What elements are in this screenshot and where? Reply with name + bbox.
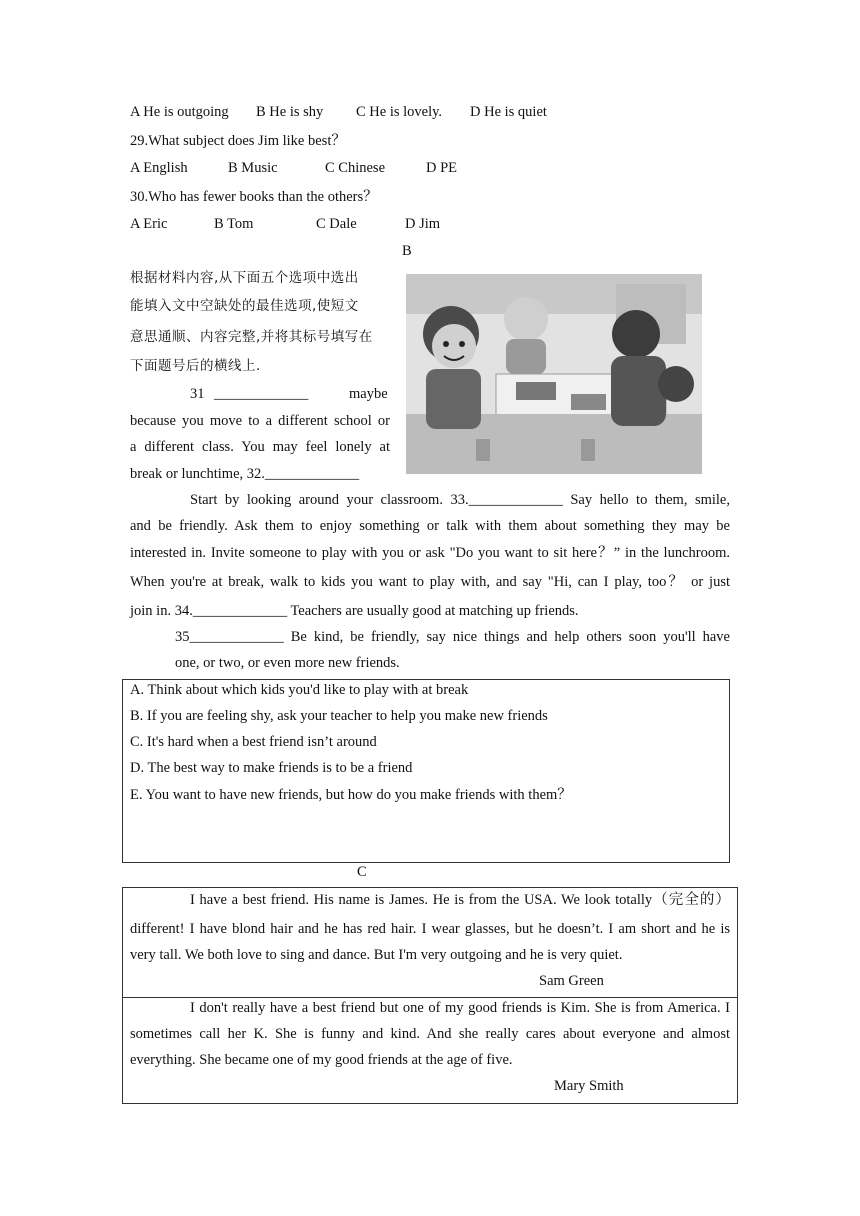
- blank-31-number: 31: [190, 386, 205, 402]
- instruction-line: 根据材料内容,从下面五个选项中选出: [130, 270, 359, 286]
- narrow-word: maybe: [349, 386, 388, 402]
- entry-line: I don't really have a best friend but one of my good friends is Kim. She is from America. I: [190, 1000, 730, 1016]
- q29-option-d: D PE: [426, 160, 458, 176]
- q29-option-b: B Music: [228, 160, 278, 176]
- blank-31: _____________: [214, 386, 309, 402]
- entry-line: everything. She became one of my good friends at the age of five.: [130, 1052, 513, 1068]
- narrow-line: because you move to a different school or: [130, 413, 390, 429]
- narrow-line: a different class. You may feel lonely at: [130, 439, 390, 455]
- q30-option-a: A Eric: [130, 216, 168, 232]
- paragraph-line: and be friendly. Ask them to enjoy something or talk with them about something they may be: [130, 518, 730, 534]
- option-d: D. The best way to make friends is to be a friend: [130, 760, 413, 776]
- section-c-heading: C: [357, 864, 367, 880]
- q28-option-c: C He is lovely.: [356, 104, 443, 120]
- paragraph-line: one, or two, or even more new friends.: [175, 655, 400, 671]
- q29-option-a: A English: [130, 160, 188, 176]
- entry-author: Sam Green: [539, 973, 604, 989]
- section-b-heading: B: [402, 243, 412, 259]
- q29-question: 29.What subject does Jim like best？: [130, 133, 346, 149]
- paragraph-line: When you're at break, walk to kids you want to play with, and say "Hi, can I play, too？ or just: [130, 574, 730, 590]
- paragraph-line: join in. 34._____________ Teachers are usually good at matching up friends.: [130, 603, 579, 619]
- q30-option-c: C Dale: [316, 216, 357, 232]
- entry-author: Mary Smith: [554, 1078, 624, 1094]
- instruction-line: 能填入文中空缺处的最佳选项,使短文: [130, 298, 359, 314]
- option-c: C. It's hard when a best friend isn’t around: [130, 734, 377, 750]
- entry-line: sometimes call her K. She is funny and kind. And she really cares about everyone and almost: [130, 1026, 730, 1042]
- option-e: E. You want to have new friends, but how do you make friends with them？: [130, 787, 572, 803]
- entry-line: very tall. We both love to sing and dance. But I'm very outgoing and he is very quiet.: [130, 947, 623, 963]
- q30-option-b: B Tom: [214, 216, 254, 232]
- instruction-line: 下面题号后的横线上.: [130, 358, 261, 374]
- q30-question: 30.Who has fewer books than the others？: [130, 189, 378, 205]
- paragraph-line: interested in. Invite someone to play with you or ask "Do you want to sit here？” in the lunchroom.: [130, 545, 730, 561]
- q28-option-b: B He is shy: [256, 104, 324, 120]
- option-b: B. If you are feeling shy, ask your teacher to help you make new friends: [130, 708, 548, 724]
- paragraph-line: Start by looking around your classroom. 33._____________ Say hello to them, smile,: [190, 492, 730, 508]
- entry-line: I have a best friend. His name is James. He is from the USA. We look totally（完全的）: [190, 892, 730, 908]
- option-a: A. Think about which kids you'd like to play with at break: [130, 682, 469, 698]
- q28-option-a: A He is outgoing: [130, 104, 229, 120]
- paragraph-line: 35_____________ Be kind, be friendly, say nice things and help others soon you'll have: [175, 629, 730, 645]
- q29-option-c: C Chinese: [325, 160, 386, 176]
- q30-option-d: D Jim: [405, 216, 441, 232]
- classroom-lunch-picture: [406, 274, 702, 474]
- narrow-line: break or lunchtime, 32._____________: [130, 466, 360, 482]
- q28-option-d: D He is quiet: [470, 104, 547, 120]
- entry-line: different! I have blond hair and he has red hair. I wear glasses, but he doesn’t. I am short and he is: [130, 921, 730, 937]
- instruction-line: 意思通顺、内容完整,并将其标号填写在: [130, 329, 373, 345]
